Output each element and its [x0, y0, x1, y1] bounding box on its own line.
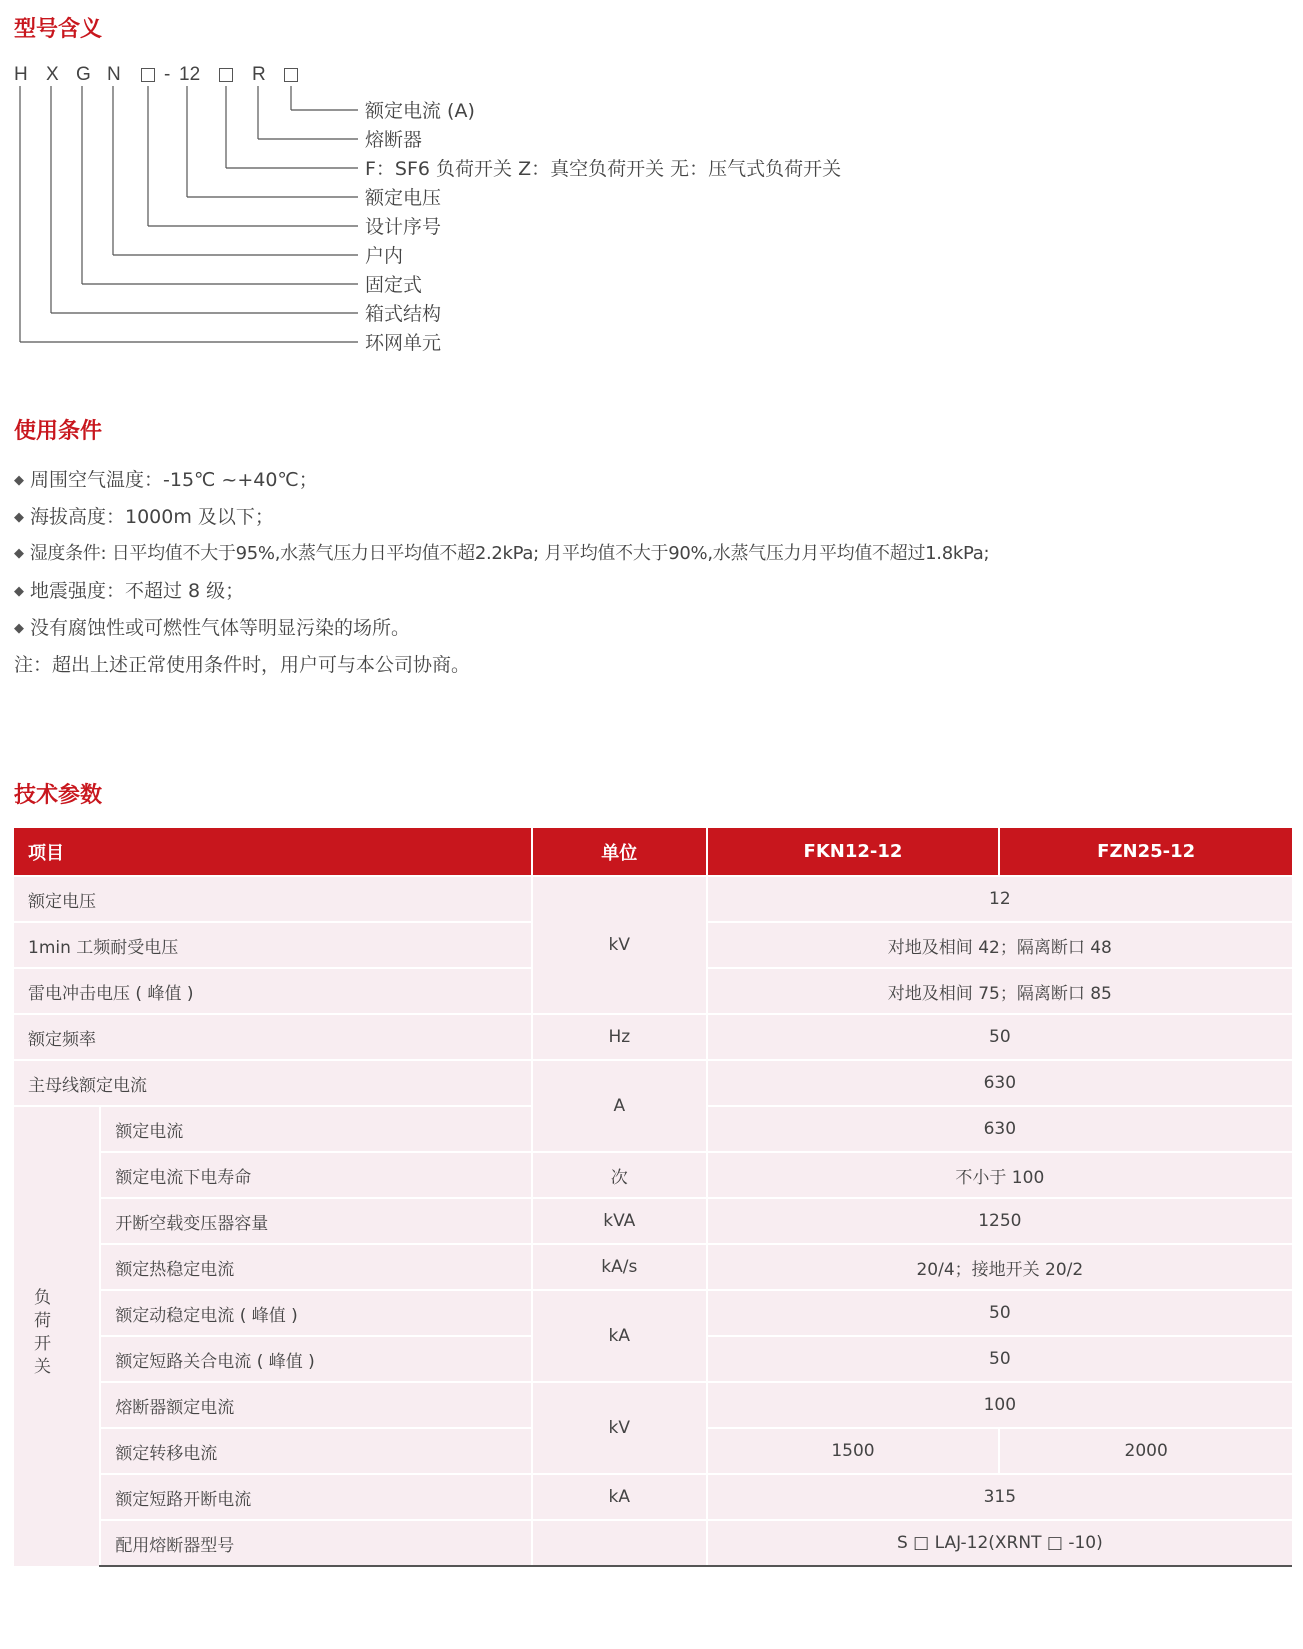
row-value: 630	[707, 1106, 1292, 1152]
row-unit: kA/s	[532, 1244, 707, 1290]
row-label: 配用熔断器型号	[100, 1520, 532, 1566]
table-row	[14, 1152, 1292, 1198]
meaning-box-structure: 箱式结构	[365, 303, 442, 325]
condition-item: ◆ 湿度条件: 日平均值不大于95%,水蒸气压力日平均值不超2.2kPa; 月平均值不大于90%,水蒸气压力月平均值不超过1.8kPa;	[14, 543, 990, 564]
table-row	[14, 876, 1292, 922]
row-unit: kV	[532, 876, 707, 1014]
row-value: 100	[707, 1382, 1292, 1428]
row-label: 额定电压	[14, 876, 532, 922]
row-label: 额定动稳定电流 ( 峰值 )	[100, 1290, 532, 1336]
code-letter-x: X	[46, 64, 59, 85]
row-label: 额定转移电流	[100, 1428, 532, 1474]
row-label: 主母线额定电流	[14, 1060, 532, 1106]
row-value: 12	[707, 876, 1292, 922]
row-value: 对地及相间 75；隔离断口 85	[707, 968, 1292, 1014]
conditions-title: 使用条件	[14, 419, 103, 444]
code-dash: -	[164, 64, 171, 85]
row-unit	[532, 1520, 707, 1566]
meaning-design-serial: 设计序号	[365, 216, 442, 238]
table-row	[14, 1382, 1292, 1428]
params-table	[14, 828, 1292, 1567]
condition-item: ◆ 没有腐蚀性或可燃性气体等明显污染的场所。	[14, 617, 411, 639]
row-value: 不小于 100	[707, 1152, 1292, 1198]
row-value: 1250	[707, 1198, 1292, 1244]
table-row	[14, 1198, 1292, 1244]
table-row	[14, 1520, 1292, 1566]
meaning-rated-voltage: 额定电压	[365, 187, 442, 209]
meaning-fixed: 固定式	[365, 274, 423, 296]
group-label-load-switch: 负荷开关	[14, 1106, 100, 1566]
meaning-fuse: 熔断器	[365, 129, 423, 151]
table-row	[14, 1290, 1292, 1336]
row-value: 50	[707, 1336, 1292, 1382]
condition-item: ◆ 周围空气温度：-15℃ ~+40℃；	[14, 469, 318, 491]
code-letter-n: N	[107, 64, 121, 85]
condition-item: ◆ 海拔高度：1000m 及以下；	[14, 506, 274, 528]
row-label: 熔断器额定电流	[100, 1382, 532, 1428]
row-value: 20/4；接地开关 20/2	[707, 1244, 1292, 1290]
diamond-bullet-icon: ◆	[14, 510, 24, 525]
model-meaning-title: 型号含义	[14, 17, 103, 42]
params-title: 技术参数	[14, 783, 103, 808]
code-letter-h: H	[14, 64, 28, 85]
diamond-bullet-icon: ◆	[14, 621, 24, 636]
row-unit: kVA	[532, 1198, 707, 1244]
row-value-fkn12: 1500	[707, 1428, 1000, 1474]
row-label: 额定电流	[100, 1106, 532, 1152]
row-label: 额定短路开断电流	[100, 1474, 532, 1520]
table-header-row	[14, 828, 1292, 876]
row-value: 对地及相间 42；隔离断口 48	[707, 922, 1292, 968]
table-row	[14, 1014, 1292, 1060]
meaning-rated-current: 额定电流 (A)	[365, 100, 475, 122]
meaning-ring-main-unit: 环网单元	[365, 332, 442, 354]
row-value-fzn25: 2000	[999, 1428, 1292, 1474]
row-value: 315	[707, 1474, 1292, 1520]
row-label: 额定短路关合电流 ( 峰值 )	[100, 1336, 532, 1382]
table-row	[14, 1474, 1292, 1520]
meaning-indoor: 户内	[365, 245, 404, 267]
table-row	[14, 1060, 1292, 1106]
diamond-bullet-icon: ◆	[14, 473, 24, 488]
row-unit: Hz	[532, 1014, 707, 1060]
row-label: 额定电流下电寿命	[100, 1152, 532, 1198]
table-row	[14, 1244, 1292, 1290]
row-label: 额定热稳定电流	[100, 1244, 532, 1290]
row-label: 额定频率	[14, 1014, 532, 1060]
meaning-switch-type: F：SF6 负荷开关 Z：真空负荷开关 无：压气式负荷开关	[365, 158, 842, 180]
row-label: 1min 工频耐受电压	[14, 922, 532, 968]
code-number-12: 12	[179, 64, 201, 85]
row-value: 50	[707, 1290, 1292, 1336]
header-item: 项目	[14, 828, 532, 876]
row-unit: kV	[532, 1382, 707, 1474]
row-unit: kA	[532, 1474, 707, 1520]
header-unit: 单位	[532, 828, 707, 876]
row-label: 开断空载变压器容量	[100, 1198, 532, 1244]
header-fzn25: FZN25-12	[999, 828, 1292, 876]
row-label: 雷电冲击电压 ( 峰值 )	[14, 968, 532, 1014]
header-fkn12: FKN12-12	[707, 828, 1000, 876]
code-letter-r: R	[252, 64, 266, 85]
row-unit: kA	[532, 1290, 707, 1382]
row-value: 630	[707, 1060, 1292, 1106]
code-letter-g: G	[76, 64, 91, 85]
diamond-bullet-icon: ◆	[14, 584, 24, 599]
diamond-bullet-icon: ◆	[14, 546, 24, 561]
row-value: 50	[707, 1014, 1292, 1060]
conditions-note: 注：超出上述正常使用条件时，用户可与本公司协商。	[14, 654, 471, 676]
condition-item: ◆ 地震强度：不超过 8 级；	[14, 580, 245, 602]
row-unit: A	[532, 1060, 707, 1152]
model-code-diagram	[0, 0, 1303, 380]
row-unit: 次	[532, 1152, 707, 1198]
row-value: S □ LAJ-12(XRNT □ -10)	[707, 1520, 1292, 1566]
